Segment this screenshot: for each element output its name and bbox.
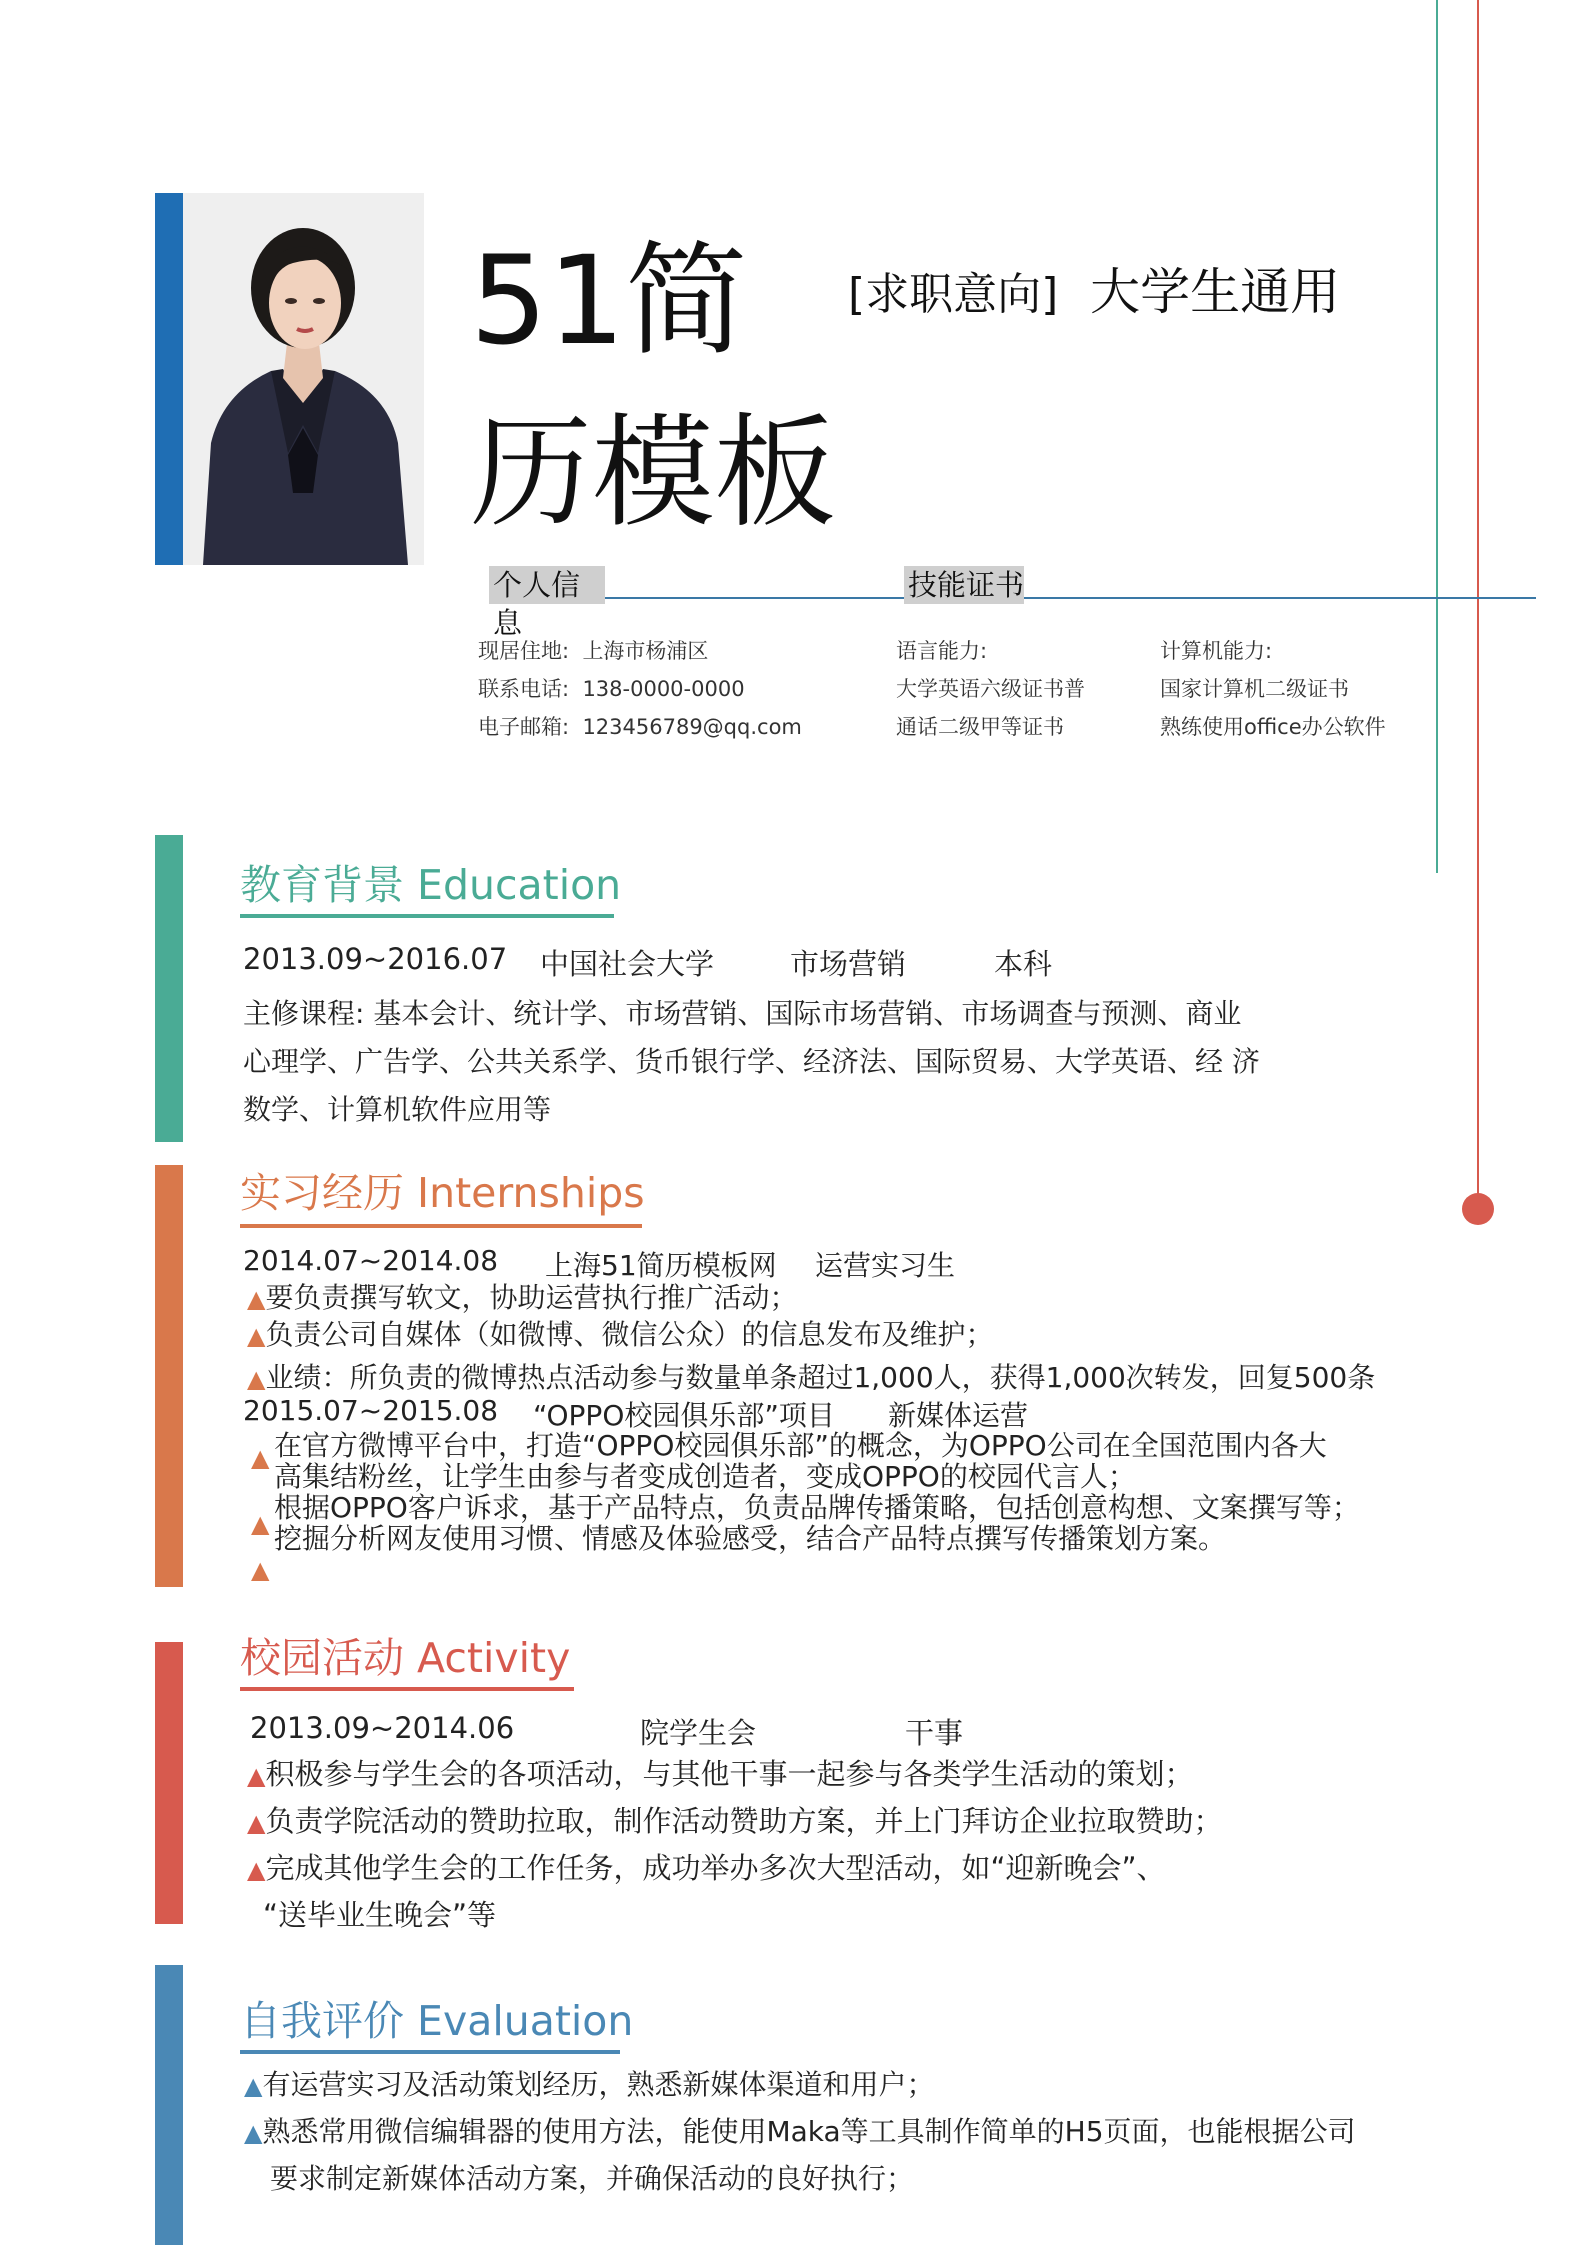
- list-item: ▲熟悉常用微信编辑器的使用方法，能使用Maka等工具制作简单的H5页面，也能根据公司: [244, 2115, 1356, 2148]
- list-item: ▲要负责撰写软文，协助运营执行推广活动；: [247, 1281, 798, 1314]
- intent-label: [求职意向]: [848, 269, 1059, 320]
- computer-title: 计算机能力:: [1160, 639, 1273, 663]
- list-item: ▲负责学院活动的赞助拉取，制作活动赞助方案，并上门拜访企业拉取赞助；: [247, 1804, 1223, 1838]
- intent-value: 大学生通用: [1090, 263, 1341, 321]
- activity-title: 校园活动 Activity: [240, 1634, 571, 1682]
- info-row: 电子邮箱: 123456789@qq.com: [478, 715, 802, 739]
- list-item: ▲有运营实习及活动策划经历，熟悉新媒体渠道和用户；: [244, 2068, 935, 2101]
- list-item: ▲完成其他学生会的工作任务，成功举办多次大型活动，如“迎新晚会”、: [247, 1851, 1166, 1885]
- activity-period: 2013.09~2014.06: [250, 1711, 515, 1745]
- internships-accent-bar: [155, 1165, 183, 1587]
- triangle-bullet-icon: ▲: [247, 1285, 266, 1313]
- triangle-bullet-icon: ▲: [247, 1365, 266, 1393]
- job2-line: 挖掘分析网友使用习惯、情感及体验感受，结合产品特点撰写传播策划方案。: [274, 1522, 1227, 1555]
- list-item-continuation: “送毕业生晚会”等: [263, 1898, 497, 1932]
- info-row: 现居住地: 上海市杨浦区: [478, 639, 709, 663]
- language-line: 大学英语六级证书普: [896, 677, 1085, 701]
- language-title: 语言能力:: [896, 639, 988, 663]
- title-line-1: 51简: [470, 230, 748, 372]
- triangle-bullet-icon: ▲: [251, 1556, 270, 1584]
- job2-role: 新媒体运营: [888, 1399, 1029, 1432]
- course-line: 主修课程: 基本会计、统计学、市场营销、国际市场营销、市场调查与预测、商业: [243, 997, 1242, 1030]
- computer-line: 国家计算机二级证书: [1160, 677, 1349, 701]
- job1-items: [247, 1280, 1375, 1397]
- activity-underline: [240, 1687, 574, 1691]
- red-dot: [1462, 1193, 1494, 1225]
- triangle-bullet-icon: ▲: [247, 1856, 266, 1884]
- education-courses: [243, 990, 1260, 1134]
- avatar: [183, 193, 424, 565]
- tag-skills: 技能证书: [904, 566, 1024, 604]
- education-major: 市场营销: [790, 947, 907, 981]
- job2-line: 根据OPPO客户诉求，基于产品特点，负责品牌传播策略，包括创意构想、文案撰写等；: [274, 1491, 1360, 1524]
- activity-items: [247, 1752, 1222, 1938]
- evaluation-items: [244, 2062, 1356, 2201]
- triangle-bullet-icon: ▲: [247, 1322, 266, 1350]
- job2-line: 高集结粉丝，让学生由参与者变成创造者，变成OPPO的校园代言人；: [274, 1460, 1136, 1493]
- evaluation-accent-bar: [155, 1965, 183, 2245]
- list-item-continuation: 要求制定新媒体活动方案，并确保活动的良好执行；: [270, 2162, 915, 2195]
- job2-period: 2015.07~2015.08: [243, 1394, 499, 1427]
- education-degree: 本科: [994, 947, 1053, 981]
- language-line: 通话二级甲等证书: [896, 715, 1064, 739]
- education-title: 教育背景 Education: [240, 861, 622, 909]
- triangle-bullet-icon: ▲: [247, 1809, 266, 1837]
- info-row: 联系电话: 138-0000-0000: [478, 677, 745, 701]
- evaluation-title: 自我评价 Evaluation: [240, 1997, 634, 2045]
- activity-org: 院学生会: [640, 1716, 757, 1750]
- language-skills: [896, 632, 1085, 746]
- job1-role: 运营实习生: [815, 1249, 956, 1282]
- teal-vertical-line: [1436, 0, 1438, 873]
- education-underline: [240, 914, 614, 918]
- triangle-bullet-icon: ▲: [247, 1762, 266, 1790]
- activity-accent-bar: [155, 1642, 183, 1924]
- education-school: 中国社会大学: [540, 947, 715, 981]
- computer-line: 熟练使用office办公软件: [1160, 715, 1386, 739]
- triangle-bullet-icon: ▲: [251, 1444, 270, 1472]
- job2-company: “OPPO校园俱乐部”项目: [533, 1399, 835, 1432]
- education-accent-bar: [155, 835, 183, 1142]
- computer-skills: [1160, 632, 1386, 746]
- evaluation-underline: [240, 2050, 620, 2054]
- triangle-bullet-icon: ▲: [244, 2072, 263, 2100]
- triangle-bullet-icon: ▲: [251, 1510, 270, 1538]
- education-period: 2013.09~2016.07: [243, 942, 508, 976]
- page-title: [470, 215, 840, 559]
- list-item: ▲积极参与学生会的各项活动，与其他干事一起参与各类学生活动的策划；: [247, 1757, 1194, 1791]
- tag-personal-info: 个人信息: [489, 566, 605, 604]
- job2-description: [274, 1430, 1360, 1554]
- internships-title: 实习经历 Internships: [240, 1169, 645, 1217]
- triangle-bullet-icon: ▲: [244, 2119, 263, 2147]
- course-line: 心理学、广告学、公共关系学、货币银行学、经济法、国际贸易、大学英语、经 济: [243, 1045, 1260, 1078]
- photo-accent-bar: [155, 193, 183, 565]
- activity-role: 干事: [905, 1716, 964, 1750]
- job-intention: [848, 252, 1340, 324]
- job1-company: 上海51简历模板网: [545, 1249, 777, 1282]
- internships-underline: [240, 1224, 642, 1228]
- list-item: ▲负责公司自媒体（如微博、微信公众）的信息发布及维护；: [247, 1318, 994, 1351]
- list-item: ▲业绩：所负责的微博热点活动参与数量单条超过1,000人，获得1,000次转发，回复500条: [247, 1361, 1376, 1394]
- blue-horizontal-line: [600, 597, 1536, 599]
- job1-period: 2014.07~2014.08: [243, 1244, 499, 1277]
- course-line: 数学、计算机软件应用等: [243, 1093, 552, 1126]
- personal-info-list: [478, 632, 802, 746]
- title-line-2: 历模板: [470, 402, 836, 544]
- job2-line: 在官方微博平台中，打造“OPPO校园俱乐部”的概念，为OPPO公司在全国范围内各大: [274, 1429, 1327, 1462]
